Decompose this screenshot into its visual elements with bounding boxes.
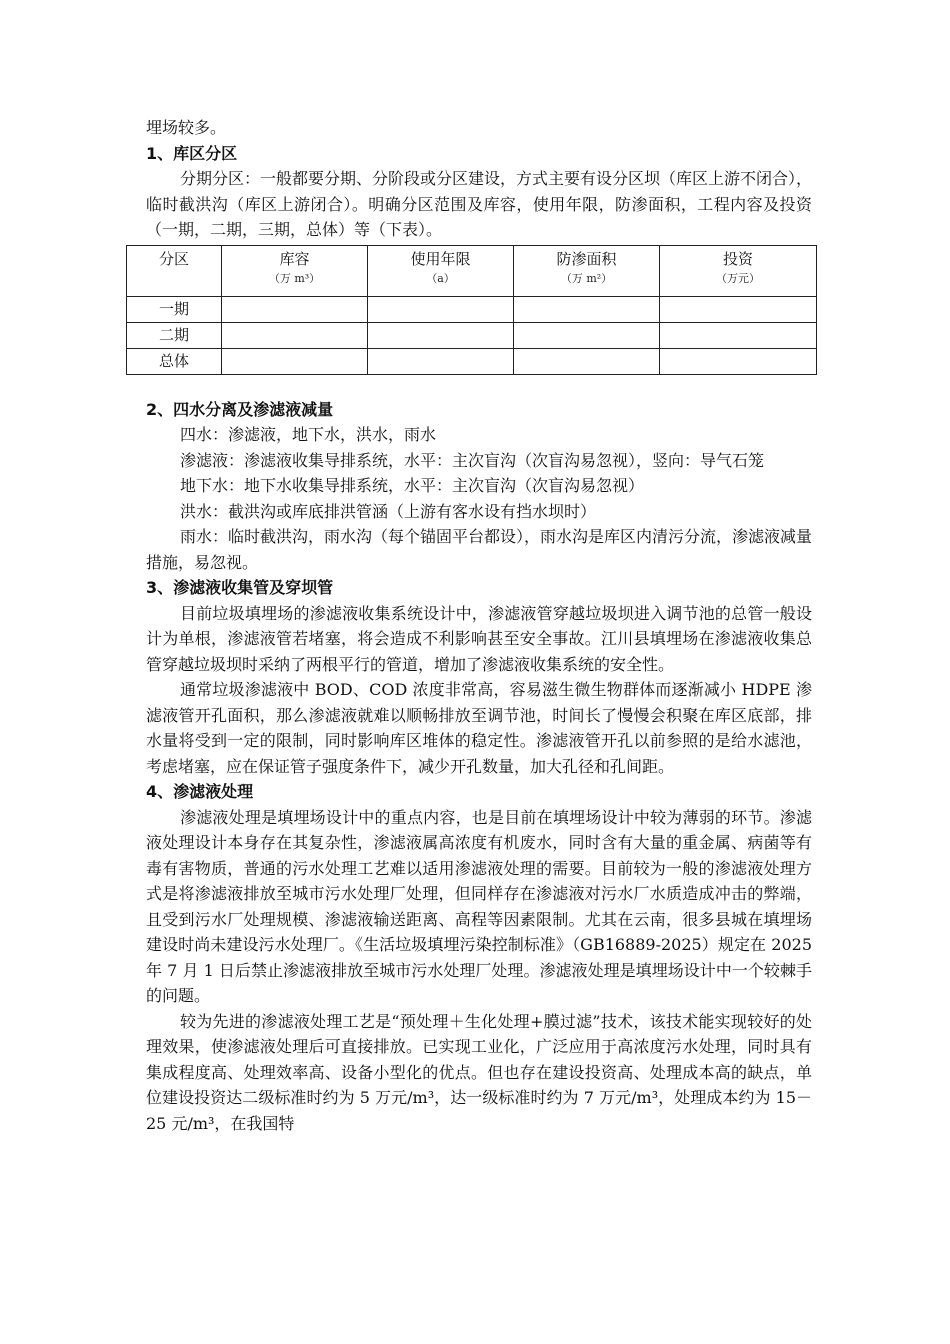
zoning-table [126,245,817,375]
section-4-heading: 4、渗滤液处理 [146,782,254,801]
section-1-heading: 1、库区分区 [146,143,238,163]
table-cell [514,322,660,348]
table-cell: 总体 [127,348,222,374]
spacer [146,375,812,397]
table-header-cell: 分区 [127,245,222,296]
table-cell [368,348,514,374]
table-cell [514,348,660,374]
table-cell [660,296,817,322]
section-3-paragraph: 目前垃圾填埋场的渗滤液收集系统设计中，渗滤液管穿越垃圾坝进入调节池的总管一般设计为单根，渗滤液管若堵塞，将会造成不利影响甚至安全事故。江川县填埋场在渗滤液收集总管穿越垃圾坝时采纳了两根平行的管道，增加了渗滤液收集系统的安全性。 [146,603,812,674]
table-cell [660,348,817,374]
table-header-cell: 使用年限 （a） [368,245,514,296]
section-2-paragraph: 四水：渗滤液，地下水，洪水，雨水 [180,425,437,444]
section-2-heading: 2、四水分离及渗滤液减量 [146,399,334,419]
table-cell [222,322,368,348]
table-header-cell: 防渗面积 （万 m²） [514,245,660,296]
section-2-paragraph: 洪水：截洪沟或库底排洪管涵（上游有客水设有挡水坝时） [180,501,597,521]
table-header-row [127,245,817,296]
table-cell [368,296,514,322]
table-cell [222,348,368,374]
table-row [127,348,817,374]
section-3-heading: 3、渗滤液收集管及穿坝管 [146,578,334,597]
section-4-paragraph: 较为先进的渗滤液处理工艺是“预处理＋生化处理+膜过滤”技术，该技术能实现较好的处理效果，使渗滤液处理后可直接排放。已实现工业化，广泛应用于高浓度污水处理，同时具有集成程度高、处理效率高、设备小型化的优点。但也存在建设投资高、处理成本高的缺点，单位建设投资达二级标准时约为 5 万元/m³，达一级标准时约为 7 万元/m³，处理成本约为 15－25 元/m³，在我国特 [146,1011,812,1133]
intro-tail-text: 埋场较多。 [146,118,227,137]
table-row [127,322,817,348]
table-cell [514,296,660,322]
section-2-paragraph: 地下水：地下水收集导排系统，水平：主次盲沟（次盲沟易忽视） [180,476,645,495]
section-2-paragraph: 渗滤液：渗滤液收集导排系统，水平：主次盲沟（次盲沟易忽视），竖向：导气石笼 [180,450,765,470]
table-cell: 二期 [127,322,222,348]
table-cell: 一期 [127,296,222,322]
section-3-paragraph: 通常垃圾渗滤液中 BOD、COD 浓度非常高，容易滋生微生物群体而逐渐减小 HDPE 渗滤液管开孔面积，那么渗滤液就难以顺畅排放至调节池，时间长了慢慢会积聚在库区底部，排水量将受到一定的限制，同时影响库区堆体的稳定性。渗滤液管开孔以前参照的是给水滤池，考虑堵塞，应在保证管子强度条件下，减少开孔数量，加大孔径和孔间距。 [146,680,812,776]
section-2-paragraph: 雨水：临时截洪沟，雨水沟（每个锚固平台都设），雨水沟是库区内清污分流，渗滤液减量措施，易忽视。 [146,527,813,572]
section-1-paragraph: 分期分区：一般都要分期、分阶段或分区建设，方式主要有设分区坝（库区上游不闭合），临时截洪沟（库区上游闭合）。明确分区范围及库容，使用年限，防渗面积，工程内容及投资（一期，二期，三期，总体）等（下表）。 [146,169,813,239]
table-header-cell: 库容 （万 m³） [222,245,368,296]
table-cell [368,322,514,348]
table-row [127,296,817,322]
table-cell [660,322,817,348]
table-header-cell: 投资 （万元） [660,245,817,296]
table-cell [222,296,368,322]
section-4-paragraph: 渗滤液处理是填埋场设计中的重点内容，也是目前在填埋场设计中较为薄弱的环节。渗滤液处理设计本身存在其复杂性，渗滤液属高浓度有机废水，同时含有大量的重金属、病菌等有毒有害物质，普通的污水处理工艺难以适用渗滤液处理的需要。目前较为一般的渗滤液处理方式是将渗滤液排放至城市污水处理厂处理，但同样存在渗滤液对污水厂水质造成冲击的弊端，且受到污水厂处理规模、渗滤液输送距离、高程等因素限制。尤其在云南，很多县城在填埋场建设时尚未建设污水处理厂。《生活垃圾填埋污染控制标准》（GB16889-2025）规定在 2025 年 7 月 1 日后禁止渗滤液排放至城市污水处理厂处理。渗滤液处理是填埋场设计中一个较棘手的问题。 [146,807,812,1005]
